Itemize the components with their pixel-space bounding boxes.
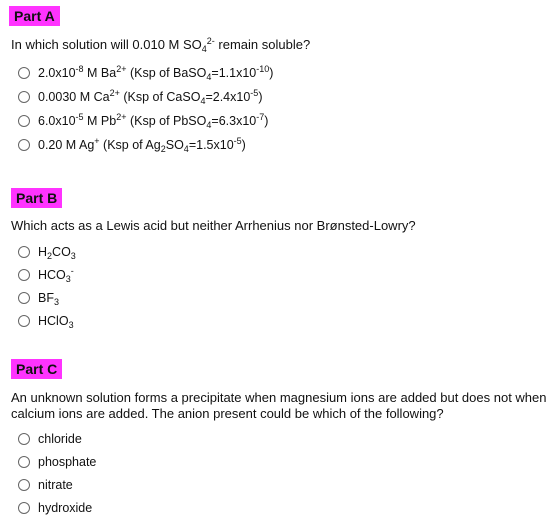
part-c-option-2[interactable] [18,452,96,472]
part-c-question: An unknown solution forms a precipitate when magnesium ions are added but does not when calcium ions are added. The anion present could be which of the following? [11,390,547,421]
radio-button[interactable] [18,139,30,151]
part-a-option-1[interactable] [18,63,273,83]
radio-button[interactable] [18,456,30,468]
option-label: $HCO_3^-$ [38,266,74,284]
part-b-option-2[interactable] [18,265,74,285]
radio-button[interactable] [18,67,30,79]
radio-button[interactable] [18,479,30,491]
part-b-option-3[interactable] [18,288,59,308]
part-b-option-1[interactable] [18,242,76,262]
radio-button[interactable] [18,433,30,445]
option-label: $2.0x10^{-8}$ M $Ba^{2+}$ (Ksp of $BaSO_4=1.1x10^{-10}$) [38,64,274,82]
option-label: $BF_3$ [38,291,59,307]
radio-button[interactable] [18,502,30,514]
part-c-option-3[interactable] [18,475,73,495]
part-b-header: Part B [11,188,62,208]
part-a-header: Part A [9,6,60,26]
part-c-option-1[interactable] [18,429,82,449]
part-a-option-4[interactable] [18,135,246,155]
part-a-option-3[interactable] [18,111,268,131]
option-label: 0.20 M Ag+ (Ksp of $Ag_2SO_4=1.5x10^{-5}$) [38,136,246,154]
option-label: hydroxide [38,501,93,515]
part-b-question: Which acts as a Lewis acid but neither Arrhenius nor Brønsted-Lowry? [11,218,416,233]
part-c-option-4[interactable] [18,498,92,518]
radio-button[interactable] [18,315,30,327]
radio-button[interactable] [18,91,30,103]
option-label: chloride [38,432,82,446]
radio-button[interactable] [18,246,30,258]
part-c-header: Part C [11,359,62,379]
option-label: nitrate [38,478,73,492]
option-label: HClO$_3$ [38,314,74,330]
part-a-question: In which solution will 0.010 M $SO_4^{2-}$ remain soluble? [11,36,311,54]
part-b-option-4[interactable] [18,311,74,331]
option-label: 0.0030 M $Ca^{2+}$ (Ksp of $CaSO_4=2.4x10^{-5}$) [38,88,263,106]
option-label: $H_2CO_3$ [38,245,76,261]
radio-button[interactable] [18,115,30,127]
radio-button[interactable] [18,292,30,304]
radio-button[interactable] [18,269,30,281]
option-label: $6.0x10^{-5}$ M $Pb^{2+}$ (Ksp of $PbSO_4=6.3x10^{-7}$) [38,112,269,130]
option-label: phosphate [38,455,97,469]
part-a-option-2[interactable] [18,87,262,107]
